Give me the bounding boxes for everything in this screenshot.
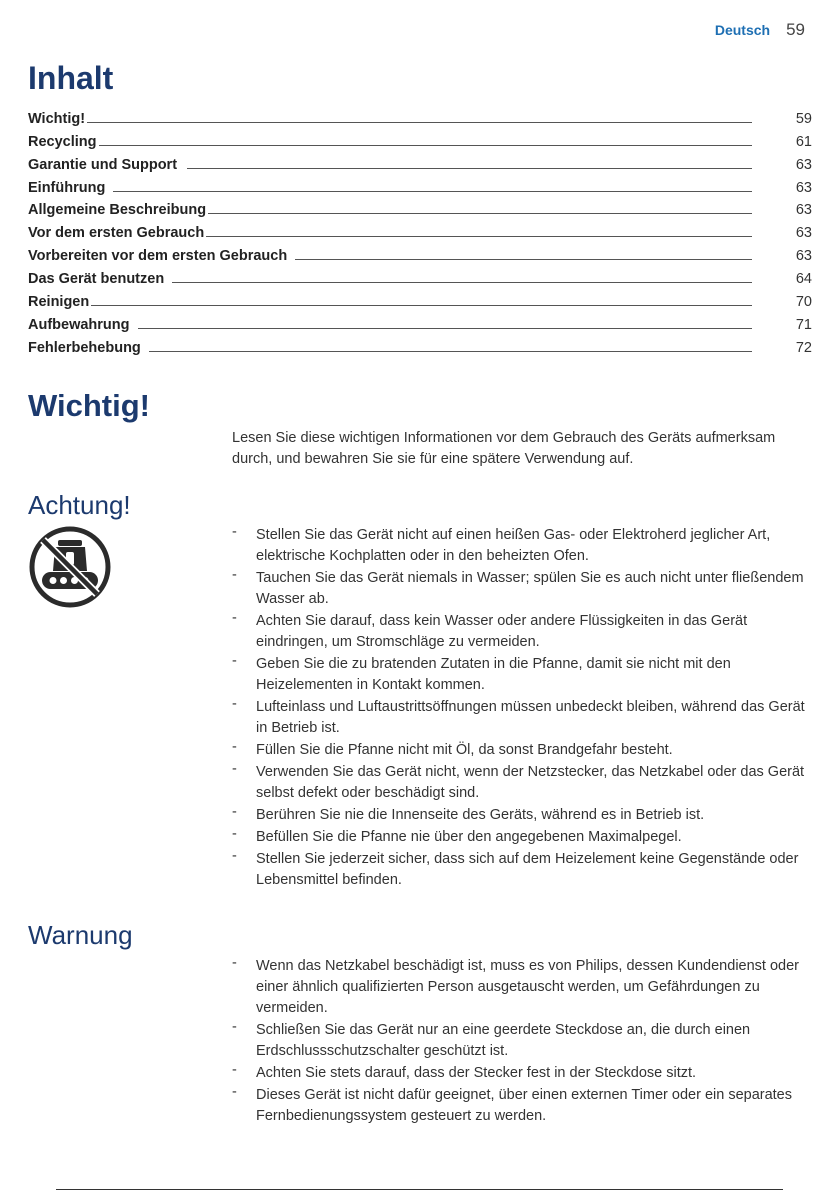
toc-entry-label: Reinigen bbox=[28, 294, 90, 311]
list-item bbox=[232, 805, 817, 826]
toc-entry-label: Das Gerät benutzen bbox=[28, 271, 165, 288]
toc-entry-label: Garantie und Support bbox=[28, 156, 178, 173]
important-intro: Lesen Sie diese wichtigen Informationen vor dem Gebrauch des Geräts aufmerksam durch, und bewahren Sie sie für eine spätere Verwendung auf. bbox=[232, 430, 776, 467]
no-stovetop-prohibition-icon bbox=[28, 525, 112, 609]
toc-entry-label: Fehlerbehebung bbox=[28, 339, 141, 356]
list-dash: - bbox=[232, 804, 237, 820]
toc-leader bbox=[206, 236, 752, 237]
list-item-text: Stellen Sie jederzeit sicher, dass sich auf dem Heizelement keine Gegenstände oder Lebensmittel befinden. bbox=[256, 851, 799, 888]
list-item bbox=[232, 762, 817, 804]
list-item-text: Lufteinlass und Luftaustrittsöffnungen müssen unbedeckt bleiben, während das Gerät in Betrieb ist. bbox=[256, 699, 805, 736]
list-item-text: Tauchen Sie das Gerät niemals in Wasser; spülen Sie es auch nicht unter fließendem Wasser ab. bbox=[256, 570, 804, 607]
toc-leader bbox=[113, 191, 752, 192]
toc-leader bbox=[295, 259, 752, 260]
list-item bbox=[232, 740, 817, 761]
toc-entry[interactable] bbox=[28, 173, 812, 196]
header-page-number: 59 bbox=[786, 20, 805, 39]
list-item-text: Befüllen Sie die Pfanne nie über den angegebenen Maximalpegel. bbox=[256, 829, 682, 845]
list-item bbox=[232, 1063, 817, 1084]
footer-divider bbox=[56, 1189, 783, 1190]
list-item bbox=[232, 568, 817, 610]
toc-entry-page: 63 bbox=[795, 179, 812, 196]
toc-leader bbox=[91, 305, 752, 306]
table-of-contents bbox=[28, 104, 812, 356]
list-dash: - bbox=[232, 610, 237, 626]
list-item bbox=[232, 1020, 817, 1062]
toc-entry[interactable] bbox=[28, 196, 812, 219]
toc-entry[interactable] bbox=[28, 104, 812, 127]
toc-entry-label: Wichtig! bbox=[28, 110, 86, 127]
list-item bbox=[232, 849, 817, 891]
list-item-text: Berühren Sie nie die Innenseite des Geräts, während es in Betrieb ist. bbox=[256, 807, 705, 823]
toc-entry-page: 72 bbox=[795, 339, 812, 356]
list-dash: - bbox=[232, 1019, 237, 1035]
toc-leader bbox=[99, 145, 753, 146]
toc-entry-page: 63 bbox=[795, 248, 812, 265]
toc-entry-label: Aufbewahrung bbox=[28, 316, 130, 333]
toc-entry-page: 71 bbox=[795, 316, 812, 333]
toc-entry-label: Recycling bbox=[28, 133, 97, 150]
list-item bbox=[232, 611, 817, 653]
toc-leader bbox=[87, 122, 752, 123]
list-item-text: Dieses Gerät ist nicht dafür geeignet, über einen externen Timer oder ein separates Fernbedienungssystem gesteuert zu werden. bbox=[256, 1087, 792, 1124]
list-item-text: Stellen Sie das Gerät nicht auf einen heißen Gas- oder Elektroherd jeglicher Art, elektrische Kochplatten oder in den beheizten Ofen. bbox=[256, 527, 771, 564]
toc-leader bbox=[208, 213, 752, 214]
list-dash: - bbox=[232, 1084, 237, 1100]
section-heading-important: Wichtig! bbox=[28, 388, 150, 423]
list-dash: - bbox=[232, 739, 237, 755]
page-header bbox=[715, 20, 805, 40]
list-item bbox=[232, 697, 817, 739]
list-dash: - bbox=[232, 567, 237, 583]
list-item bbox=[232, 956, 817, 1019]
toc-entry[interactable] bbox=[28, 287, 812, 310]
toc-leader bbox=[187, 168, 752, 169]
list-item bbox=[232, 654, 817, 696]
list-dash: - bbox=[232, 653, 237, 669]
list-item bbox=[232, 1085, 817, 1127]
toc-entry-page: 63 bbox=[795, 156, 812, 173]
warning-list bbox=[232, 956, 817, 1128]
list-item bbox=[232, 827, 817, 848]
toc-entry[interactable] bbox=[28, 218, 812, 241]
section-heading-warning: Warnung bbox=[28, 920, 133, 950]
toc-entry-page: 61 bbox=[795, 133, 812, 150]
toc-entry-page: 70 bbox=[795, 294, 812, 311]
list-item-text: Schließen Sie das Gerät nur an eine geerdete Steckdose an, die durch einen Erdschlussschutzschalter geschützt ist. bbox=[256, 1022, 751, 1059]
list-item-text: Achten Sie darauf, dass kein Wasser oder andere Flüssigkeiten in das Gerät eindringen, um Stromschläge zu vermeiden. bbox=[256, 613, 748, 650]
toc-title: Inhalt bbox=[28, 60, 114, 96]
toc-leader bbox=[138, 328, 753, 329]
list-item-text: Füllen Sie die Pfanne nicht mit Öl, da sonst Brandgefahr besteht. bbox=[256, 742, 673, 758]
toc-entry-label: Vor dem ersten Gebrauch bbox=[28, 225, 205, 242]
toc-entry[interactable] bbox=[28, 333, 812, 356]
section-heading-caution: Achtung! bbox=[28, 490, 131, 520]
toc-entry-label: Einführung bbox=[28, 179, 106, 196]
list-dash: - bbox=[232, 1062, 237, 1078]
list-dash: - bbox=[232, 696, 237, 712]
toc-entry-page: 64 bbox=[795, 271, 812, 288]
toc-entry[interactable] bbox=[28, 241, 812, 264]
toc-entry[interactable] bbox=[28, 264, 812, 287]
toc-leader bbox=[172, 282, 752, 283]
list-dash: - bbox=[232, 955, 237, 971]
toc-entry[interactable] bbox=[28, 310, 812, 333]
list-dash: - bbox=[232, 761, 237, 777]
list-item bbox=[232, 525, 817, 567]
list-dash: - bbox=[232, 826, 237, 842]
toc-entry-page: 63 bbox=[795, 202, 812, 219]
toc-entry[interactable] bbox=[28, 127, 812, 150]
toc-entry-label: Vorbereiten vor dem ersten Gebrauch bbox=[28, 248, 288, 265]
list-item-text: Geben Sie die zu bratenden Zutaten in die Pfanne, damit sie nicht mit den Heizelementen in Kontakt kommen. bbox=[256, 656, 731, 693]
list-item-text: Wenn das Netzkabel beschädigt ist, muss es von Philips, dessen Kundendienst oder einer ähnlich qualifizierten Person ausgetauscht werden, um Gefährdungen zu vermeiden. bbox=[256, 958, 799, 1016]
toc-leader bbox=[149, 351, 752, 352]
toc-entry-page: 63 bbox=[795, 225, 812, 242]
list-dash: - bbox=[232, 524, 237, 540]
list-item-text: Verwenden Sie das Gerät nicht, wenn der Netzstecker, das Netzkabel oder das Gerät selbst defekt oder beschädigt sind. bbox=[256, 764, 805, 801]
header-language: Deutsch bbox=[714, 22, 771, 38]
toc-entry[interactable] bbox=[28, 150, 812, 173]
list-item-text: Achten Sie stets darauf, dass der Stecker fest in der Steckdose sitzt. bbox=[256, 1065, 697, 1081]
toc-entry-label: Allgemeine Beschreibung bbox=[28, 202, 207, 219]
caution-list bbox=[232, 525, 817, 892]
toc-entry-page: 59 bbox=[795, 110, 812, 127]
list-dash: - bbox=[232, 848, 237, 864]
